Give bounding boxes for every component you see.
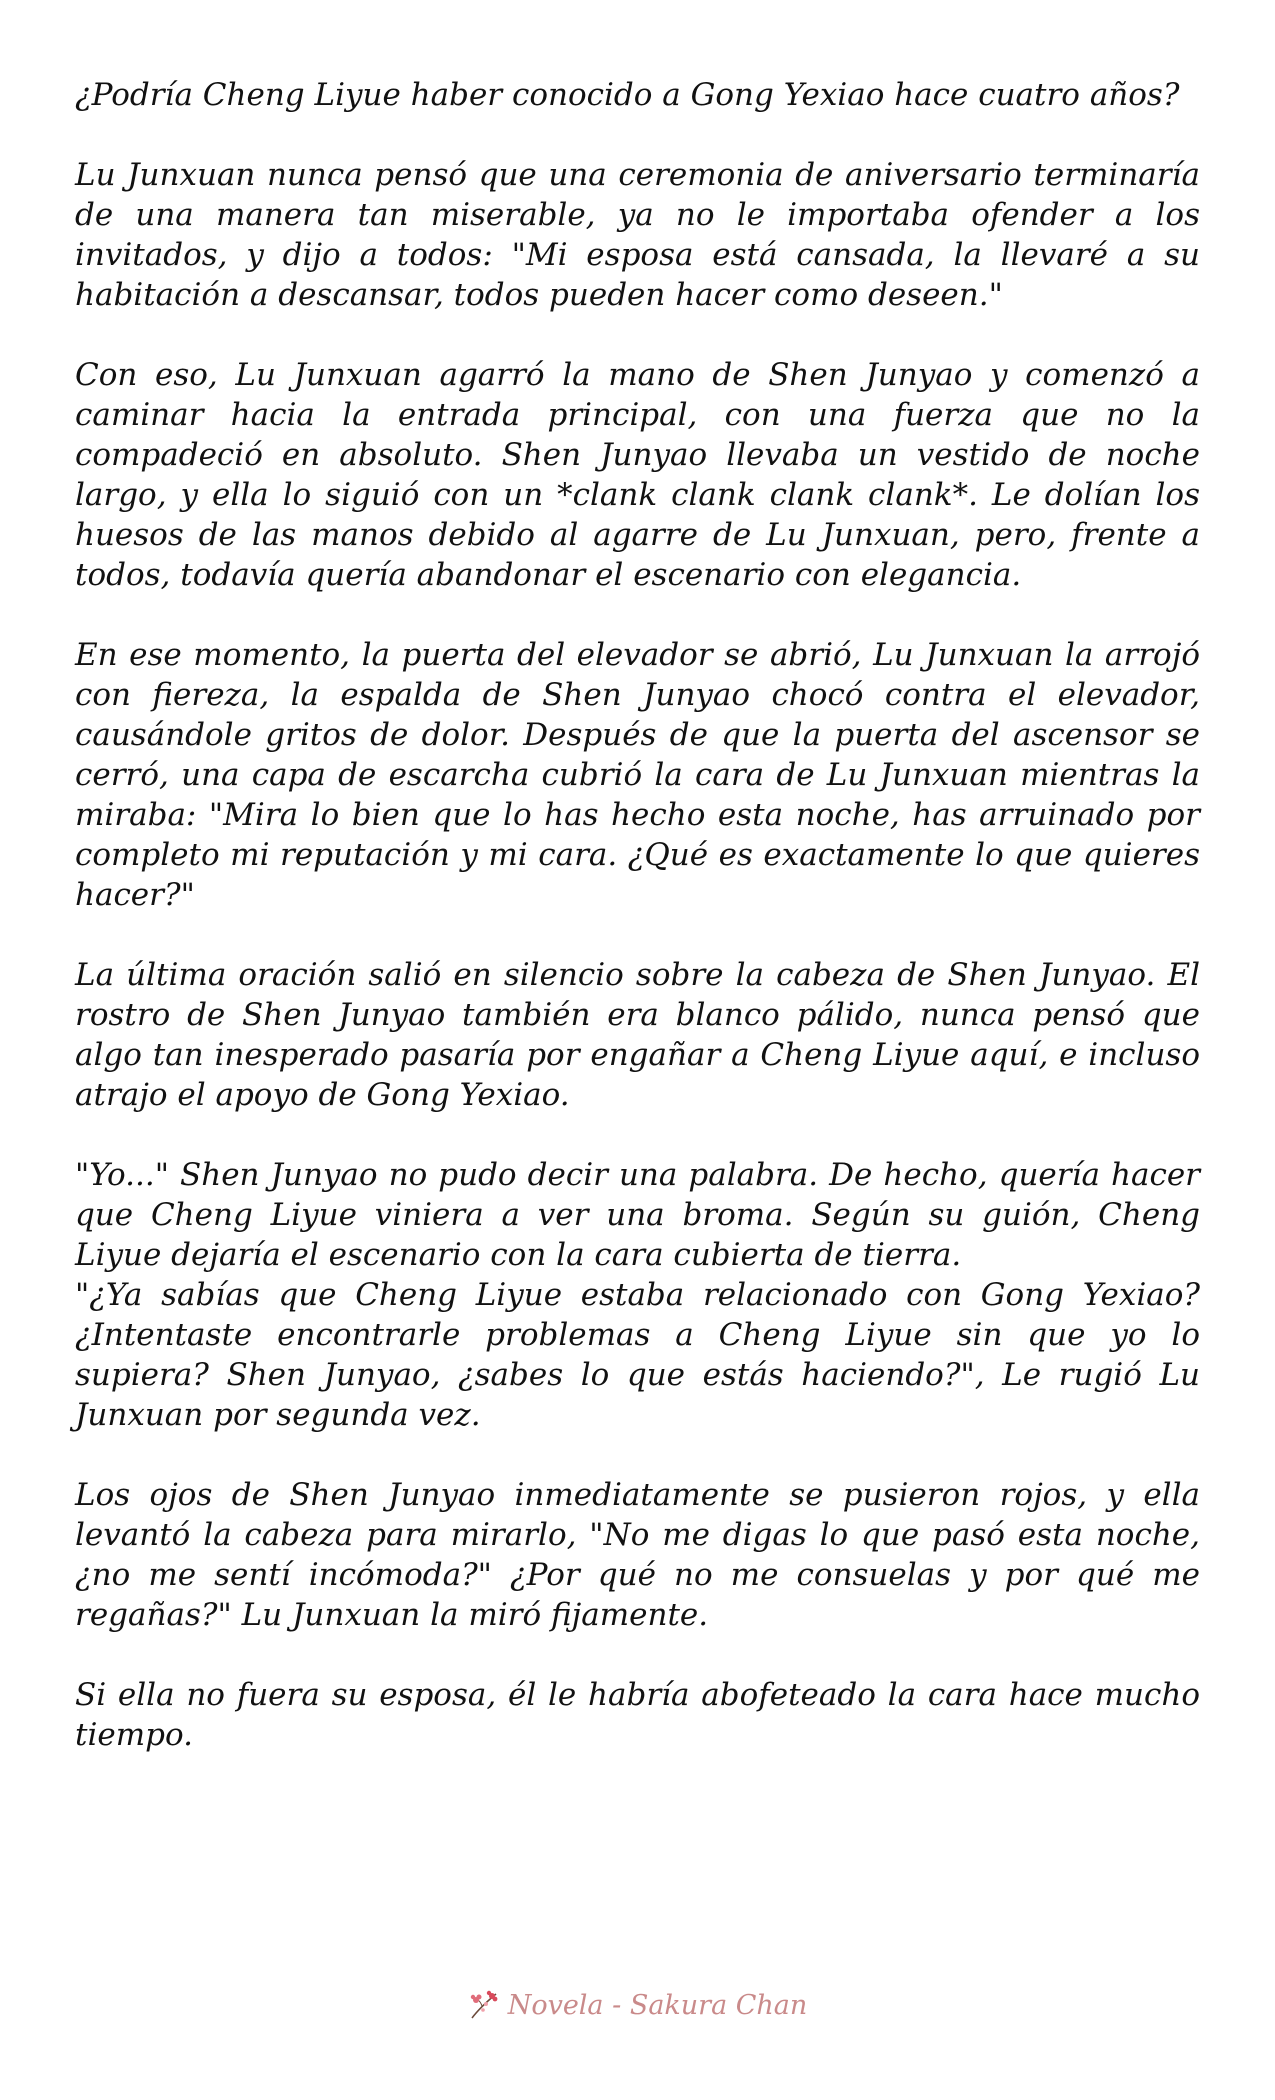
paragraph-9: Si ella no fuera su esposa, él le habría abofeteado la cara hace mucho tiempo. bbox=[75, 1677, 1200, 1753]
paragraph-2: Lu Junxuan nunca pensó que una ceremonia de aniversario terminaría de una manera tan miserable, ya no le importaba ofender a los invitados, y dijo a todos: "Mi esposa está cansada, la llevaré a su habitación a descansar, todos pueden hacer como deseen." bbox=[75, 157, 1200, 313]
footer-watermark bbox=[0, 1988, 1275, 2022]
paragraph-7: "¿Ya sabías que Cheng Liyue estaba relacionado con Gong Yexiao? ¿Intentaste encontrarle problemas a Cheng Liyue sin que yo lo supiera? Shen Junyao, ¿sabes lo que estás haciendo?", Le rugió Lu Junxuan por segunda vez. bbox=[75, 1277, 1200, 1433]
paragraph-8: Los ojos de Shen Junyao inmediatamente se pusieron rojos, y ella levantó la cabeza para mirarlo, "No me digas lo que pasó esta noche, ¿no me sentí incómoda?" ¿Por qué no me consuelas y por qué me regañas?" Lu Junxuan la miró fijamente. bbox=[75, 1477, 1200, 1633]
paragraph-3: Con eso, Lu Junxuan agarró la mano de Shen Junyao y comenzó a caminar hacia la entrada principal, con una fuerza que no la compadeció en absoluto. Shen Junyao llevaba un vestido de noche largo, y ella lo siguió con un *clank clank clank clank*. Le dolían los huesos de las manos debido al agarre de Lu Junxuan, pero, frente a todos, todavía quería abandonar el escenario con elegancia. bbox=[75, 357, 1200, 593]
paragraph-4: En ese momento, la puerta del elevador se abrió, Lu Junxuan la arrojó con fiereza, la espalda de Shen Junyao chocó contra el elevador, causándole gritos de dolor. Después de que la puerta del ascensor se cerró, una capa de escarcha cubrió la cara de Lu Junxuan mientras la miraba: "Mira lo bien que lo has hecho esta noche, has arruinado por completo mi reputación y mi cara. ¿Qué es exactamente lo que quieres hacer?" bbox=[75, 637, 1200, 913]
footer-text: Novela - Sakura Chan bbox=[507, 1989, 808, 2021]
document-body bbox=[75, 75, 1200, 1795]
paragraph-1: ¿Podría Cheng Liyue haber conocido a Gong Yexiao hace cuatro años? bbox=[75, 77, 1180, 113]
cherry-blossom-icon bbox=[468, 1988, 502, 2022]
paragraph-5: La última oración salió en silencio sobre la cabeza de Shen Junyao. El rostro de Shen Junyao también era blanco pálido, nunca pensó que algo tan inesperado pasaría por engañar a Cheng Liyue aquí, e incluso atrajo el apoyo de Gong Yexiao. bbox=[75, 957, 1200, 1113]
paragraph-6: "Yo..." Shen Junyao no pudo decir una palabra. De hecho, quería hacer que Cheng Liyue viniera a ver una broma. Según su guión, Cheng Liyue dejaría el escenario con la cara cubierta de tierra. bbox=[75, 1157, 1200, 1273]
